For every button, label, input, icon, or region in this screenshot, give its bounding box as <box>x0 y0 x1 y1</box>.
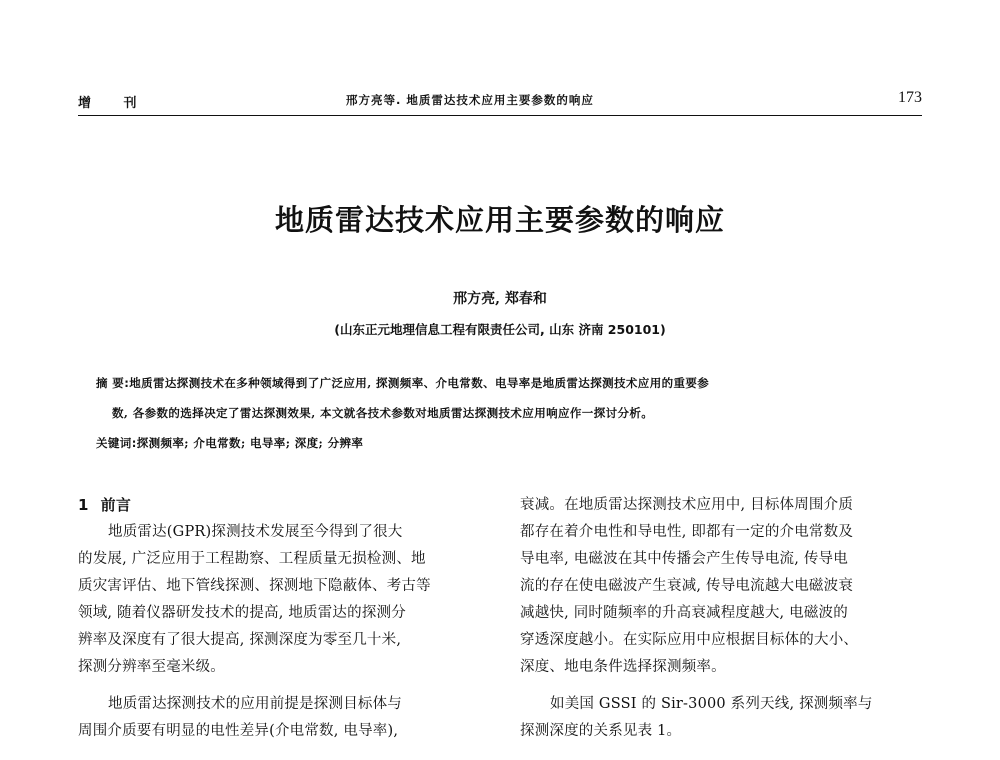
paragraph-line: 地质雷达(GPR)探测技术发展至今得到了很大 <box>108 524 403 540</box>
header-page-number: 173 <box>898 89 922 106</box>
paragraph-line: 深度、地电条件选择探测频率。 <box>520 659 726 675</box>
paragraph-line: 导电率, 电磁波在其中传播会产生传导电流, 传导电 <box>520 551 848 567</box>
abstract-text-2: 数, 各参数的选择决定了雷达探测效果, 本文就各技术参数对地质雷达探测技术应用响应作一探讨分析。 <box>112 406 654 420</box>
paragraph-line: 辨率及深度有了很大提高, 探测深度为零至几十米, <box>78 632 402 648</box>
abstract-text-1: 地质雷达探测技术在多种领域得到了广泛应用, 探测频率、介电常数、电导率是地质雷达探测技术应用的重要参 <box>129 376 710 390</box>
left-column <box>78 492 474 745</box>
paragraph-line: 探测分辨率至毫米级。 <box>78 659 225 675</box>
paragraph-line: 衰减。在地质雷达探测技术应用中, 目标体周围介质 <box>520 497 854 513</box>
abstract-label: 摘 要: <box>96 376 130 390</box>
header-article-citation: 邢方亮等. 地质雷达技术应用主要参数的响应 <box>346 93 594 107</box>
paragraph-line: 如美国 GSSI 的 Sir-3000 系列天线, 探测频率与 <box>550 696 873 712</box>
keywords-text: 探测频率; 介电常数; 电导率; 深度; 分辨率 <box>136 436 364 450</box>
abstract-line-1 <box>96 375 709 391</box>
keywords-label: 关键词: <box>96 436 137 450</box>
article-authors: 邢方亮, 郑春和 <box>453 291 547 307</box>
article-affiliation: (山东正元地理信息工程有限责任公司, 山东 济南 250101) <box>334 322 666 337</box>
paragraph-line: 周围介质要有明显的电性差异(介电常数, 电导率), <box>78 723 399 739</box>
section-heading <box>78 492 474 519</box>
section-title: 前言 <box>100 496 132 514</box>
paragraph-gap <box>520 681 916 691</box>
paragraph-line: 质灾害评估、地下管线探测、探测地下隐蔽体、考古等 <box>78 578 431 594</box>
section-number: 1 <box>78 496 89 514</box>
right-column <box>520 492 916 745</box>
paragraph-line: 地质雷达探测技术的应用前提是探测目标体与 <box>108 696 402 712</box>
paragraph-line: 流的存在使电磁波产生衰减, 传导电流越大电磁波衰 <box>520 578 854 594</box>
paragraph-line: 穿透深度越小。在实际应用中应根据目标体的大小、 <box>520 632 859 648</box>
paragraph-line: 都存在着介电性和导电性, 即都有一定的介电常数及 <box>520 524 854 540</box>
paragraph-line: 领域, 随着仪器研发技术的提高, 地质雷达的探测分 <box>78 605 406 621</box>
paragraph-line: 的发展, 广泛应用于工程勘察、工程质量无损检测、地 <box>78 551 426 567</box>
keywords-line <box>96 435 363 451</box>
header-issue-label: 增 刊 <box>78 96 151 111</box>
paragraph-gap <box>78 681 474 691</box>
abstract-line-2 <box>112 405 653 421</box>
article-title: 地质雷达技术应用主要参数的响应 <box>274 203 725 237</box>
running-header <box>78 86 922 116</box>
paragraph-line: 探测深度的关系见表 1。 <box>520 723 682 739</box>
header-rule <box>78 115 922 116</box>
paragraph-line: 减越快, 同时随频率的升高衰减程度越大, 电磁波的 <box>520 605 848 621</box>
